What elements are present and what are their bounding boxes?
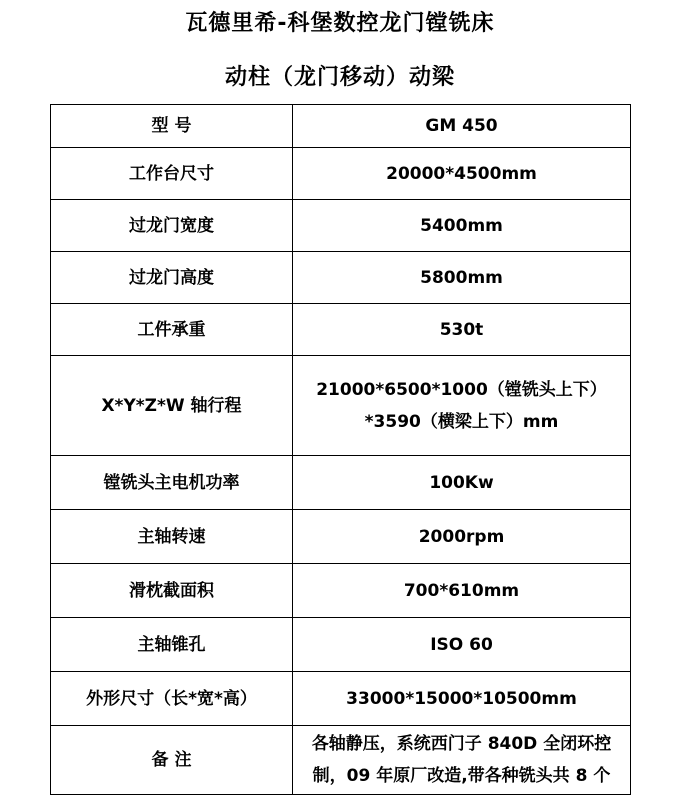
row-value: ISO 60 (293, 618, 631, 672)
row-label: 过龙门宽度 (51, 200, 293, 252)
page-title: 瓦德里希-科堡数控龙门镗铣床 (185, 11, 495, 36)
row-value: 700*610mm (293, 564, 631, 618)
table-row (51, 200, 631, 252)
row-label: 外形尺寸（长*宽*高） (51, 672, 293, 726)
table-row (51, 304, 631, 356)
row-value-line: 各轴静压，系统西门子 840D 全闭环控 (311, 734, 612, 754)
row-label: 滑枕截面积 (51, 564, 293, 618)
row-label: 工作台尺寸 (51, 148, 293, 200)
page-subtitle: 动柱（龙门移动）动梁 (224, 65, 455, 90)
row-label: X*Y*Z*W 轴行程 (51, 356, 293, 456)
row-value: GM 450 (293, 105, 631, 148)
row-value: 5400mm (293, 200, 631, 252)
row-value: 2000rpm (293, 510, 631, 564)
row-label: 备 注 (51, 726, 293, 795)
table-row (51, 105, 631, 148)
row-label: 镗铣头主电机功率 (51, 456, 293, 510)
row-value: 33000*15000*10500mm (293, 672, 631, 726)
row-value-line: *3590（横梁上下）mm (364, 411, 559, 432)
row-value: 5800mm (293, 252, 631, 304)
row-value: 100Kw (293, 456, 631, 510)
row-value (293, 356, 631, 456)
row-value-line: 21000*6500*1000（镗铣头上下） (316, 379, 607, 400)
row-value-line: 制，09 年原厂改造,带各种铣头共 8 个 (312, 766, 611, 786)
row-label: 主轴转速 (51, 510, 293, 564)
spec-table (50, 104, 631, 795)
row-label: 过龙门高度 (51, 252, 293, 304)
table-row (51, 564, 631, 618)
table-row (51, 148, 631, 200)
table-row (51, 510, 631, 564)
row-label: 主轴锥孔 (51, 618, 293, 672)
table-row (51, 456, 631, 510)
table-row (51, 672, 631, 726)
table-row (51, 252, 631, 304)
row-value: 530t (293, 304, 631, 356)
table-row (51, 618, 631, 672)
table-row (51, 726, 631, 795)
row-value: 20000*4500mm (293, 148, 631, 200)
table-row (51, 356, 631, 456)
row-label: 工件承重 (51, 304, 293, 356)
row-label: 型 号 (51, 105, 293, 148)
row-value (293, 726, 631, 795)
